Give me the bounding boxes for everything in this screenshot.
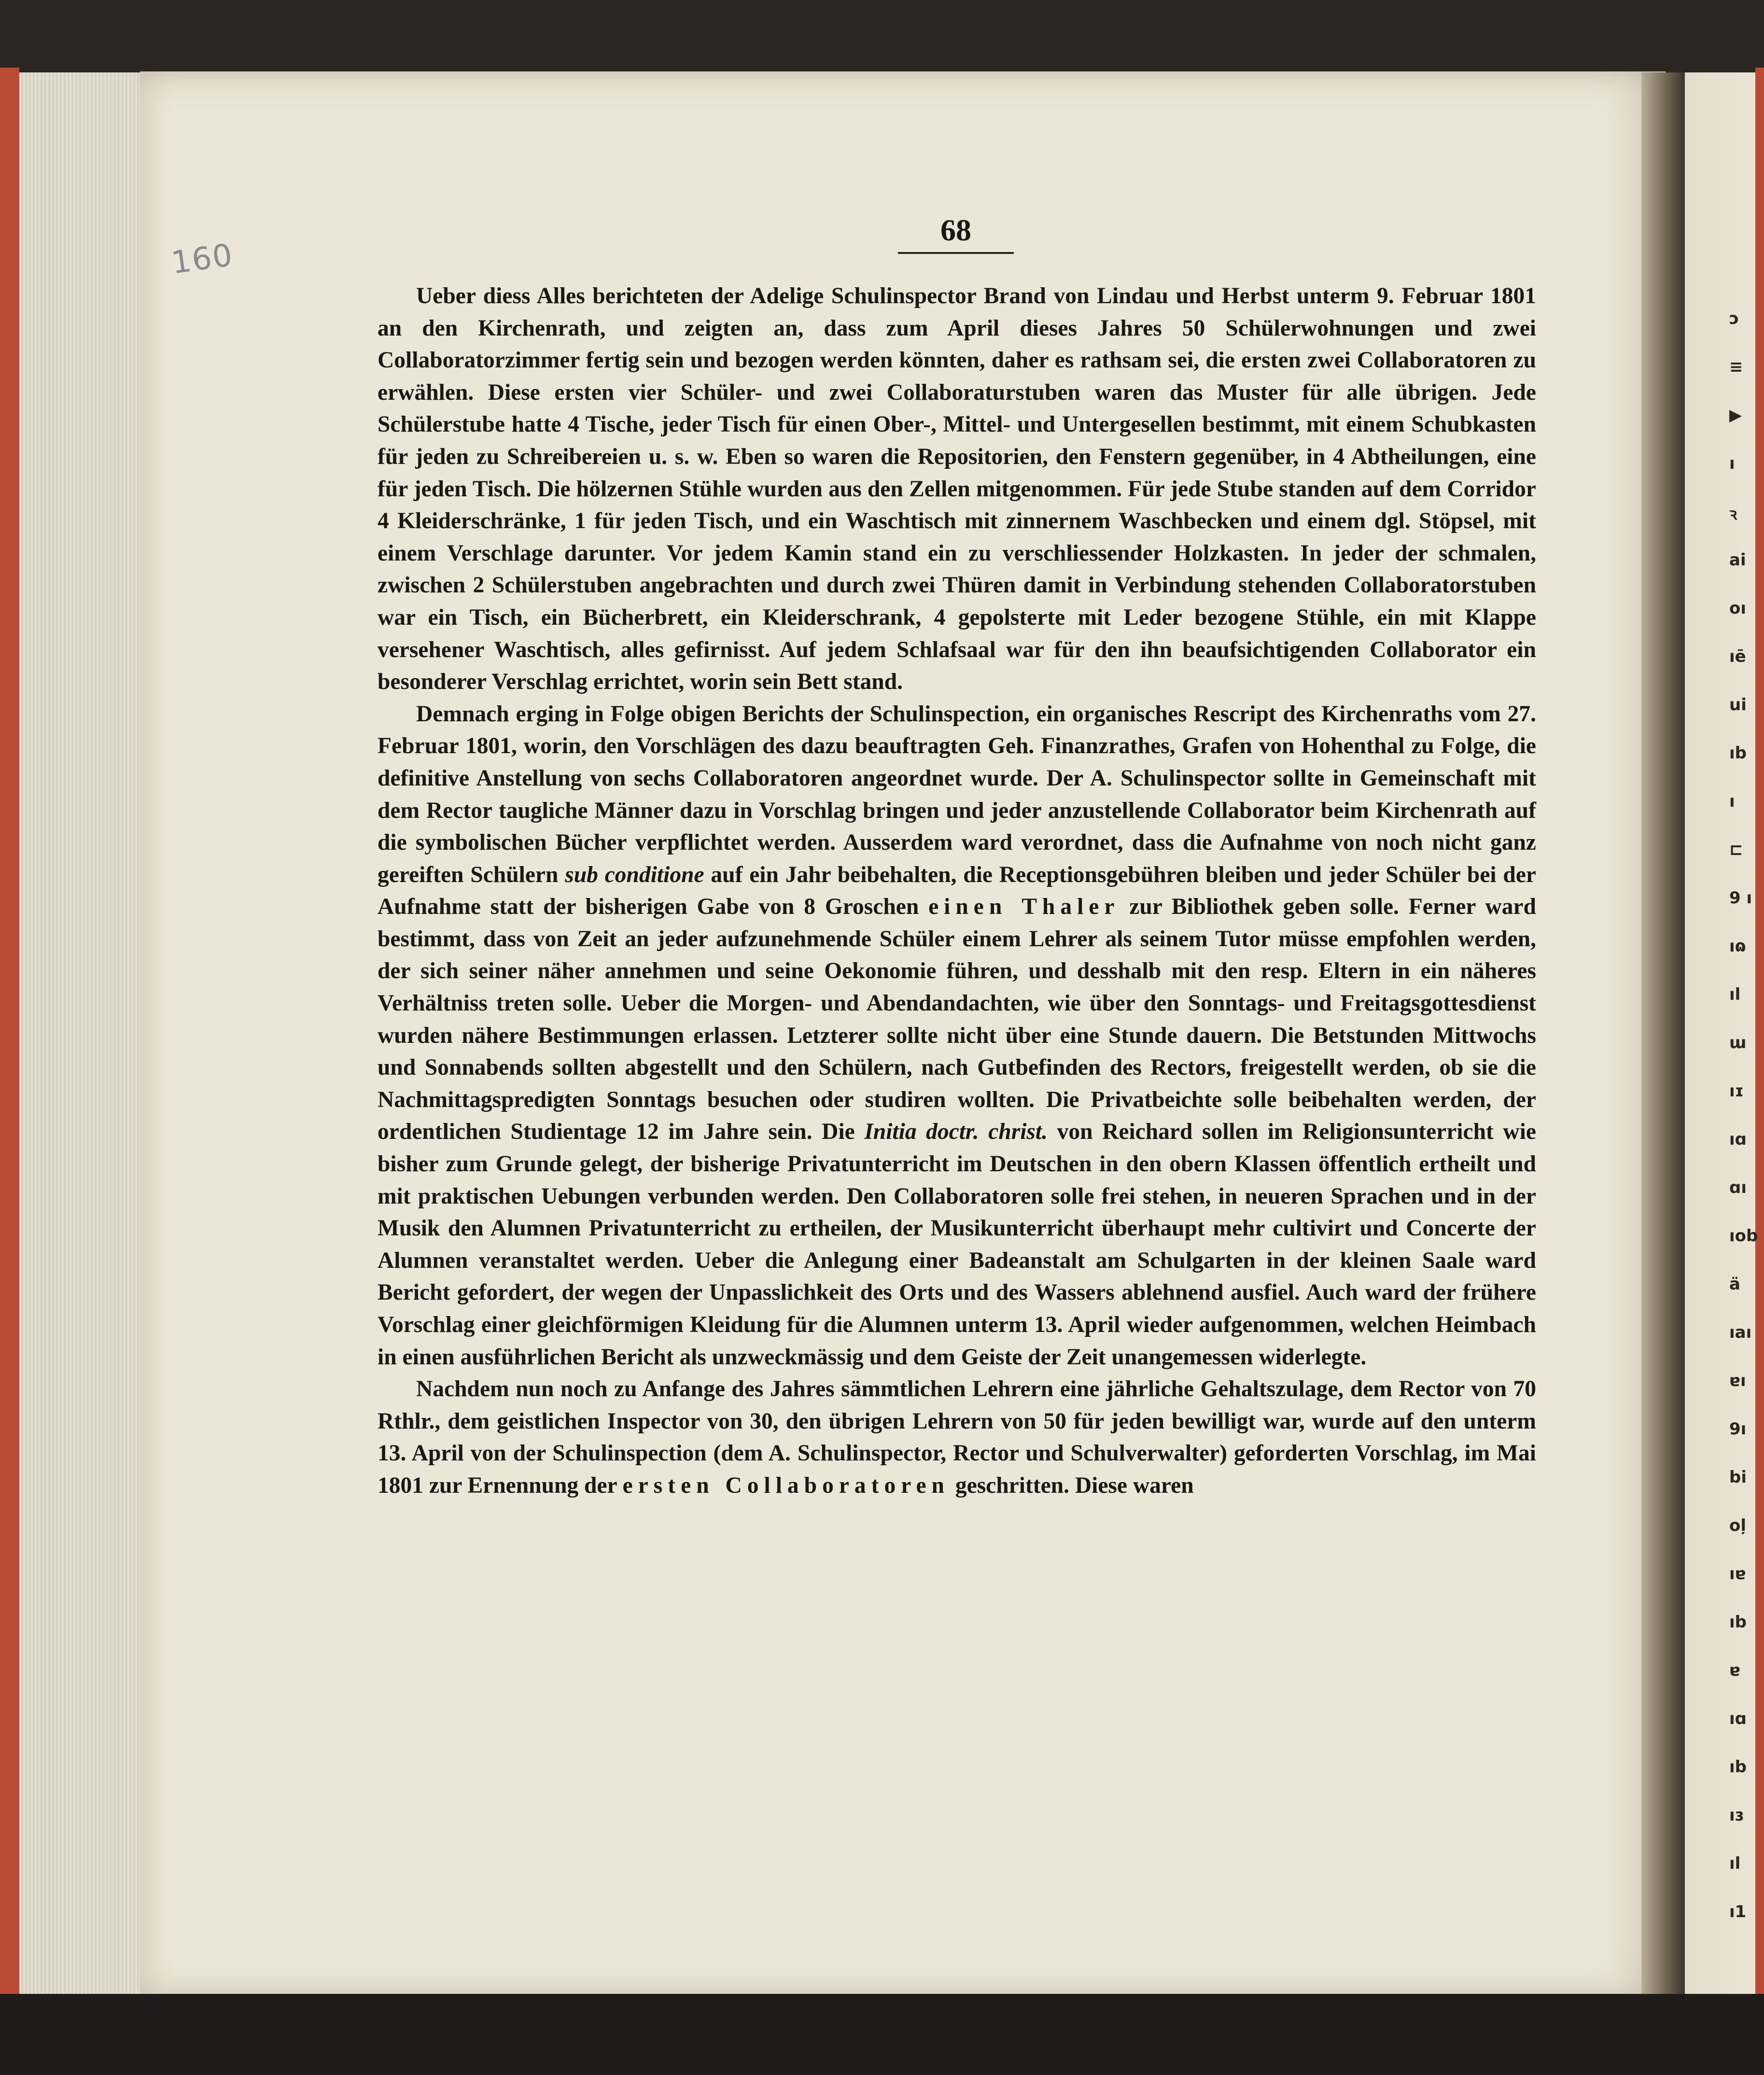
paragraph-2-spaced-1: einen Thaler [928,894,1120,920]
paragraph-2-italic-2: Initia doctr. christ. [864,1119,1048,1145]
margin-fragment: ıɑ [1729,1709,1747,1728]
margin-fragment: ɐı [1729,1371,1746,1390]
margin-fragment: ıē [1729,647,1746,666]
margin-fragment: ui [1729,695,1747,715]
margin-fragment: ıaı [1729,1323,1752,1342]
page-number: 68 [898,212,1014,254]
margin-fragment: ⊏ [1729,840,1743,859]
book-gutter [1641,72,1685,1996]
pencil-folio-note: 160 [169,237,236,281]
paragraph-1-text: Ueber diess Alles berichteten der Adelige Schulinspector Brand von Lindau und Herbst unterm 9. Februar 1801 an den Kirchenrath, und zeigten an, dass zum April dieses Jahres 50 Schülerwohnungen und zwei Collaboratorzimmer fertig sein und bezogen werden könnten, daher es rathsam sei, die ersten zwei Collaboratoren zu erwählen. Diese ersten vier Schüler- und zwei Collaboraturstuben waren das Muster für alle übrigen. Jede Schülerstube hatte 4 Tische, jeder Tisch für einen Ober-, Mittel- und Untergesellen bestimmt, mit einem Schubkasten für jeden zu Schreibereien u. s. w. Eben so waren die Repositorien, den Fenstern gegenüber, in 4 Abtheilungen, eine für jeden Tisch. Die hölzernen Stühle wurden aus den Zellen mitgenommen. Für jede Stube standen auf dem Corridor 4 Kleiderschränke, 1 für jeden Tisch, und ein Waschtisch mit zinnernem Waschbecken und einem dgl. Stöpsel, mit einem Verschlage darunter. Vor jedem Kamin stand ein zu verschliessender Holzkasten. In jeder der schmalen, zwischen 2 Schülerstuben angebrachten und durch zwei Thüren damit in Verbindung stehenden Collaboratorstuben war ein Tisch, ein Bücherbrett, ein Kleiderschrank, 4 gepolsterte mit Leder bezogene Stühle, ein mit Klappe versehener Waschtisch, alles gefirnisst. Auf jedem Schlafsaal war für den ihn beaufsichtigenden Collaborator ein besonderer Verschlag errichtet, worin sein Bett stand. [378,283,1536,695]
margin-fragment: ≡ [1729,357,1743,377]
margin-fragment: ıɐ [1729,1564,1746,1584]
margin-fragment: ıl [1729,1854,1741,1873]
margin-fragment: bi [1729,1468,1747,1487]
paragraph-2-text-d: von Reichard sollen im Religionsunterricht wie bisher zum Grunde gelegt, der bisherige Privatunterricht im Deutschen in den obern Klassen öffentlich ertheilt und mit praktischen Uebungen verbunden werden. Den Collaboratoren solle frei stehen, in neueren Sprachen und in der Musik den Alumnen Privatunterricht zu ertheilen, der Musikunterricht überhaupt mehr cultivirt und Concerte der Alumnen veranstaltet werden. Ueber die Anlegung einer Badeanstalt am Schulgarten in der kleinen Saale ward Bericht gefordert, der wegen der Unpasslichkeit des Orts und des Wassers ablehnend ausfiel. Auch ward der frühere Vorschlag einer gleichförmigen Kleidung für die Alumnen unterm 13. April wieder aufgenommen, welchen Heimbach in einen ausführlichen Bericht als unzweckmässig und dem Geiste der Zeit unangemessen widerlegte. [378,1119,1537,1370]
margin-fragment: 9ı [1729,1419,1747,1439]
page-text [378,280,1536,1502]
margin-fragment: 9 ı [1729,888,1752,908]
book-bottom-edge [0,1994,1764,2075]
margin-fragment: ıb [1729,1757,1747,1777]
margin-fragment: ıl [1729,985,1741,1004]
margin-fragment: ä [1729,1275,1740,1294]
margin-fragment: oı [1729,599,1747,618]
paragraph-3-spaced: ersten Collaboratoren [622,1472,950,1498]
margin-fragment: ▶ [1729,406,1742,425]
margin-fragment: ıɜ [1729,1806,1744,1825]
paragraph-2-text-a: Demnach erging in Folge obigen Berichts der Schulinspection, ein organisches Rescript des Kirchenraths vom 27. Februar 1801, worin, den Vorschlägen des dazu beauftragten Geh. Finanzrathes, Grafen von Hohenthal zu Folge, die definitive Anstellung von sechs Collaboratoren angeordnet wurde. Der A. Schulinspector sollte in Gemeinschaft mit dem Rector taugliche Männer dazu in Vorschlag bringen und jeder anzustellende Collaborator beim Kirchenrath auf die symbolischen Bücher verpflichtet werden. Ausserdem ward verordnet, dass die Aufnahme von noch nicht ganz gereiften Schülern [378,701,1536,887]
paragraph-3-text-a: Nachdem nun noch zu Anfange des Jahres sämmtlichen Lehrern eine jährliche Gehaltszulage, dem Rector von 70 Rthlr., dem geistlichen Inspector von 30, den übrigen Lehrern von 50 für jeden bewilligt war, wurde auf den unterm 13. April von der Schulinspection (dem A. Schulinspector, Rector und Schulverwalter) geforderten Vorschlag, im Mai 1801 zur Ernennung der [378,1376,1536,1498]
margin-fragment: ıb [1729,1612,1747,1632]
paragraph-2-text-c: zur Bibliothek geben solle. Ferner ward bestimmt, dass von Zeit an jeder aufzunehmende Schüler einem Lehrer als seinem Tutor müsse empfohlen werden, der sich seiner näher annehmen und seine Oekonomie führen, und desshalb mit den resp. Eltern in ein näheres Verhältniss treten solle. Ueber die Morgen- und Abendandachten, wie über den Sonntags- und Freitagsgottesdienst wurden nähere Bestimmungen erlassen. Letzterer sollte nicht über eine Stunde dauern. Die Betstunden Mittwochs und Sonnabends sollten abgestellt und den Schülern, nach Gutbefinden des Rectors, freigestellt werden, ob sie die Nachmittagspredigten Sonntags besuchen oder studiren wollten. Die Privatbeichte solle beibehalten werden, der ordentlichen Studientage 12 im Jahre sein. Die [378,894,1537,1145]
margin-fragment: ı [1729,454,1735,473]
page-block-edge [19,72,142,1999]
margin-fragment: ıɑ [1729,1130,1747,1149]
margin-fragment: ɯ [1729,1033,1747,1052]
margin-fragment: ı [1729,792,1735,811]
margin-fragment: ɑı [1729,1178,1747,1197]
margin-fragment: ıɷ [1729,937,1746,956]
margin-fragment: ɐ [1729,1661,1740,1680]
paragraph-2 [378,698,1536,1373]
book-top-edge [0,0,1764,72]
margin-fragment: ɔ [1729,309,1739,328]
paragraph-2-italic-1: sub conditione [565,862,704,887]
paragraph-3 [378,1373,1536,1501]
margin-fragment: ꝛ [1729,505,1737,524]
margin-fragment: ıob [1729,1226,1758,1246]
margin-fragment: ıb [1729,743,1747,763]
paragraph-3-text-b: geschritten. Diese waren [955,1472,1194,1498]
margin-fragment: ai [1729,550,1746,570]
left-cover-edge [0,68,19,2004]
margin-fragment: ı1 [1729,1902,1747,1921]
margin-fragment: ıɪ [1729,1081,1744,1101]
paragraph-1 [378,280,1536,698]
margin-fragment: oļ [1729,1516,1747,1535]
paragraph-2-text-b: auf ein Jahr beibehalten, die Receptionsgebühren bleiben und jeder Schüler bei der Aufnahme statt der bisherigen Gabe von 8 Groschen [378,862,1537,920]
